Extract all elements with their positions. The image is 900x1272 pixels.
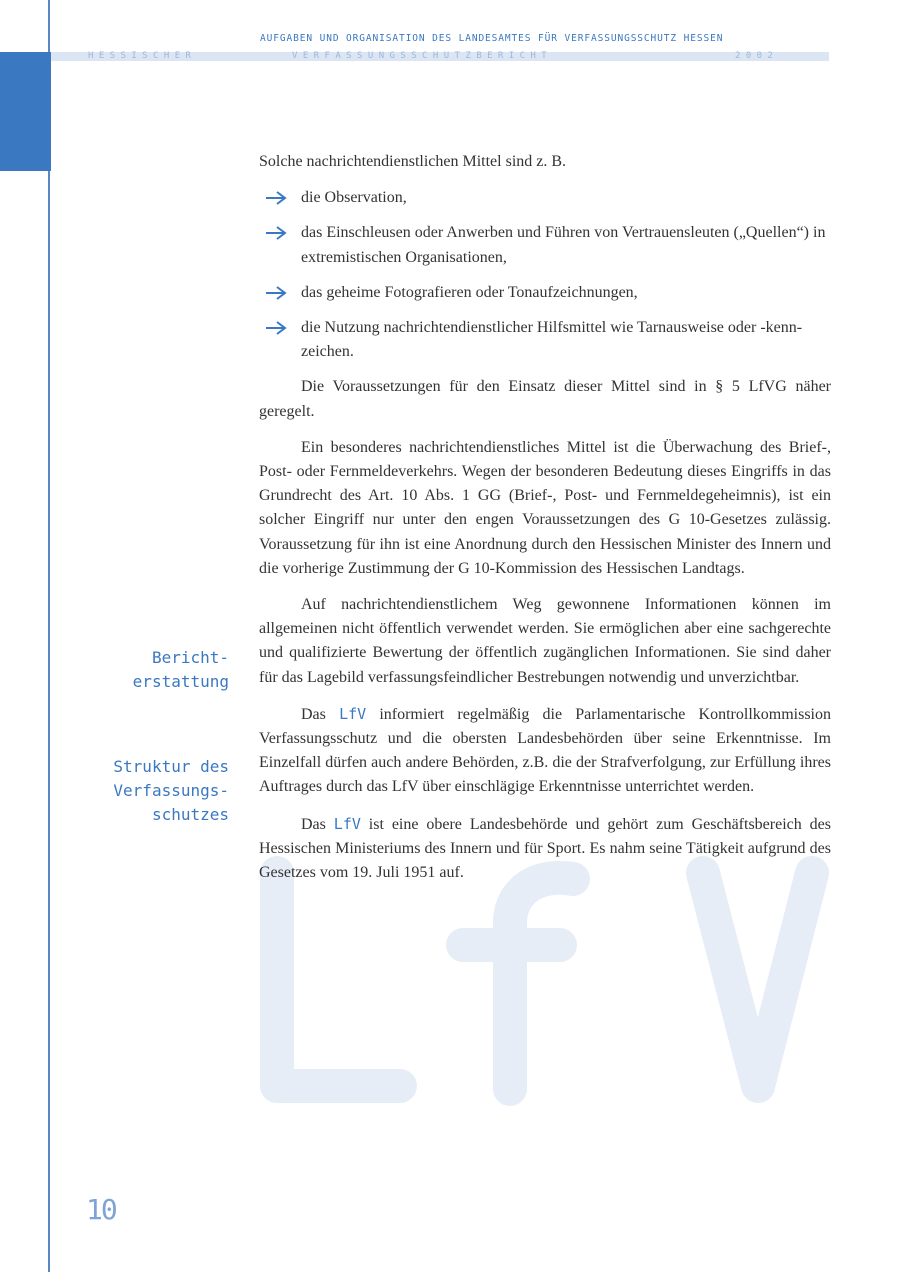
running-header-part-3: 2 0 0 2 xyxy=(735,51,773,61)
text-das: Das xyxy=(301,705,326,723)
running-header-title: AUFGABEN UND ORGANISATION DES LANDESAMTES FÜR VERFASSUNGSSCHUTZ HESSEN xyxy=(260,33,724,44)
list-item xyxy=(259,316,831,364)
sidebar-label-berichterstattung xyxy=(133,646,229,694)
list-item-text: das geheime Fotografieren oder Tonaufzeichnungen, xyxy=(301,283,638,301)
sidebar-label-berichterstattung-text: Bericht- erstattung xyxy=(132,648,229,691)
lfv-acronym: LfV xyxy=(333,814,361,833)
paragraph-berichterstattung xyxy=(259,702,831,800)
arrow-right-icon xyxy=(265,321,287,335)
lfv-watermark-label: LfV xyxy=(532,982,552,996)
running-header-part-1: H E S S I S C H E R xyxy=(88,51,191,61)
paragraph-g10: Ein besonderes nachrichtendienstliches Mittel ist die Überwachung des Brief-, Post- oder Fernmeldeverkehrs. Wegen der besonderen Bedeutung dieses Eingriffs in das Grundrecht des Art. 10 Abs. 1 GG (Brief-, Post- und Fernmeldegeheimnis), ist ein solcher Eingriff nur unter den engen Voraussetzungen des G 10-Gesetzes zulässig. Voraussetzung für ihn ist eine Anordnung durch den Hessischen Minister des Innern und die vorherige Zustimmung der G 10-Kommission des Hessischen Landtags. xyxy=(259,438,831,577)
arrow-right-icon xyxy=(265,286,287,300)
intro-paragraph: Solche nachrichtendienstlichen Mittel sind z. B. xyxy=(259,153,567,170)
means-list xyxy=(259,186,831,364)
text-rest: informiert regelmäßig die Parlamentarische Kontrollkommission Verfassungsschutz und die obersten Landesbehörden über seine Erkenntnisse. Im Einzelfall dürfen auch andere Behörden, z.B. die der Strafverfolgung, zur Erfüllung ihres Auftrages durch das LfV über einschlägige Erkenntnisse unterrichtet werden. xyxy=(259,705,832,796)
paragraph-voraussetzungen: Die Voraussetzungen für den Einsatz dieser Mittel sind in § 5 LfVG näher geregelt. xyxy=(259,378,831,420)
list-item xyxy=(259,221,831,269)
list-item-text: die Observation, xyxy=(301,189,407,207)
corner-color-block xyxy=(0,52,51,171)
body-text xyxy=(259,150,831,897)
list-item xyxy=(259,281,831,305)
list-item xyxy=(259,186,831,210)
sidebar-label-struktur xyxy=(113,755,229,827)
text-das: Das xyxy=(301,815,326,833)
text-rest: ist eine obere Landesbehörde und gehört zum Geschäftsbereich des Hessischen Ministeriums des Innern und für Sport. Es nahm seine Tätigkeit aufgrund des Gesetzes vom 19. Juli 1951 auf. xyxy=(259,815,831,882)
running-header-part-2: V E R F A S S U N G S S C H U T Z B E R I C H T xyxy=(292,51,547,61)
paragraph-informationen: Auf nachrichtendienstlichem Weg gewonnene Informationen können im allgemeinen nicht öffentlich verwendet werden. Sie ermöglichen aber eine sachgerechte und qualifizierte Bewertung der öffentlich zugänglichen Informationen. Sie sind daher für das Lagebild verfassungsfeindlicher Bestrebungen notwendig und unverzichtbar. xyxy=(259,596,831,686)
margin-rule xyxy=(48,0,50,1272)
lfv-acronym: LfV xyxy=(339,704,367,723)
sidebar-label-struktur-text: Struktur des Verfassungs- schutzes xyxy=(113,757,229,824)
paragraph-struktur xyxy=(259,812,831,886)
list-item-text: die Nutzung nachrichtendienstlicher Hilfsmittel wie Tarnausweise oder -kenn-zeichen. xyxy=(301,319,803,361)
list-item-text: das Einschleusen oder Anwerben und Führen von Vertrauensleuten („Quellen“) in extremistischen Organisationen, xyxy=(301,224,826,266)
page-number: 10 xyxy=(86,1193,116,1226)
arrow-right-icon xyxy=(265,226,287,240)
arrow-right-icon xyxy=(265,191,287,205)
